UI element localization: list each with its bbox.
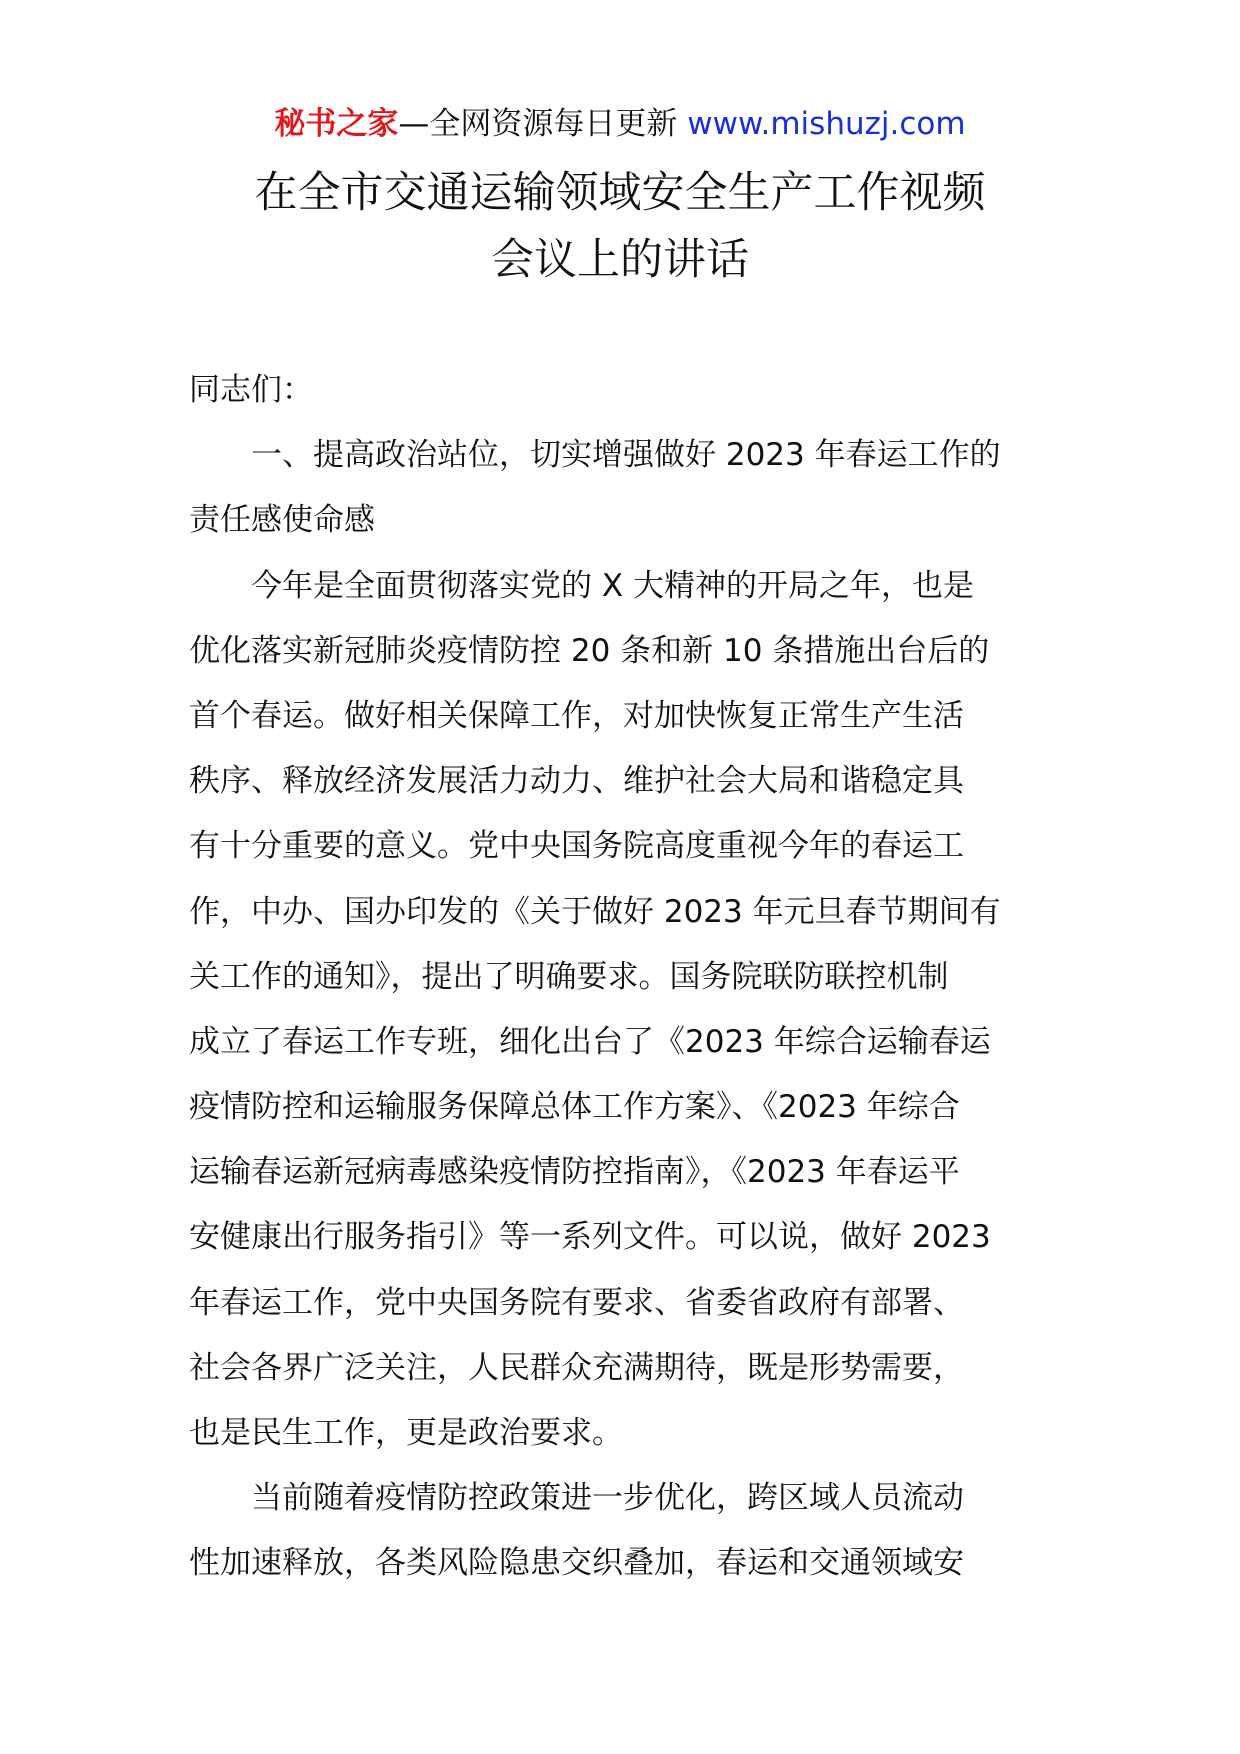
- body-line: 关工作的通知》，提出了明确要求。国务院联防联控机制: [189, 958, 949, 995]
- body-line: 同志们：: [189, 372, 313, 408]
- body-line: 有十分重要的意义。党中央国务院高度重视今年的春运工: [189, 828, 964, 865]
- body-line: 优化落实新冠肺炎疫情防控 20 条和新 10 条措施出台后的: [189, 632, 990, 669]
- title-line-2: 会议上的讲话: [491, 235, 749, 285]
- body-line: 安健康出行服务指引》等一系列文件。可以说，做好 2023: [189, 1219, 991, 1256]
- body-line: 作，中办、国办印发的《关于做好 2023 年元旦春节期间有: [189, 893, 1001, 930]
- body-line: 当前随着疫情防控政策进一步优化，跨区域人员流动: [189, 1480, 964, 1517]
- body-line: 社会各界广泛关注，人民群众充满期待，既是形势需要，: [189, 1349, 964, 1386]
- body-line: 运输春运新冠病毒感染疫情防控指南》，《2023 年春运平: [189, 1154, 960, 1191]
- title-line-1: 在全市交通运输领域安全生产工作视频: [254, 168, 986, 218]
- body-line: 成立了春运工作专班，细化出台了《2023 年综合运输春运: [189, 1023, 991, 1060]
- site-tagline: —全网资源每日更新: [398, 106, 688, 142]
- body-line: 首个春运。做好相关保障工作，对加快恢复正常生产生活: [189, 697, 964, 734]
- body-line: 也是民生工作，更是政治要求。: [189, 1415, 623, 1451]
- document-body: [189, 358, 1053, 1597]
- body-line: 今年是全面贯彻落实党的 X 大精神的开局之年，也是: [189, 567, 974, 604]
- body-line: 年春运工作，党中央国务院有要求、省委省政府有部署、: [189, 1284, 964, 1321]
- section-heading-line: 一、提高政治站位，切实增强做好 2023 年春运工作的: [189, 437, 1001, 474]
- section-heading-line: 责任感使命感: [189, 502, 375, 539]
- body-line: 性加速释放，各类风险隐患交织叠加，春运和交通领域安: [189, 1545, 964, 1582]
- site-name: 秘书之家: [274, 106, 399, 142]
- site-header: [0, 100, 1240, 148]
- site-url-link[interactable]: www.mishuzj.com: [687, 106, 966, 142]
- body-line: 疫情防控和运输服务保障总体工作方案》、《2023 年综合: [189, 1089, 960, 1126]
- body-line: 秩序、释放经济发展活力动力、维护社会大局和谐稳定具: [189, 763, 964, 800]
- document-title: [0, 160, 1240, 294]
